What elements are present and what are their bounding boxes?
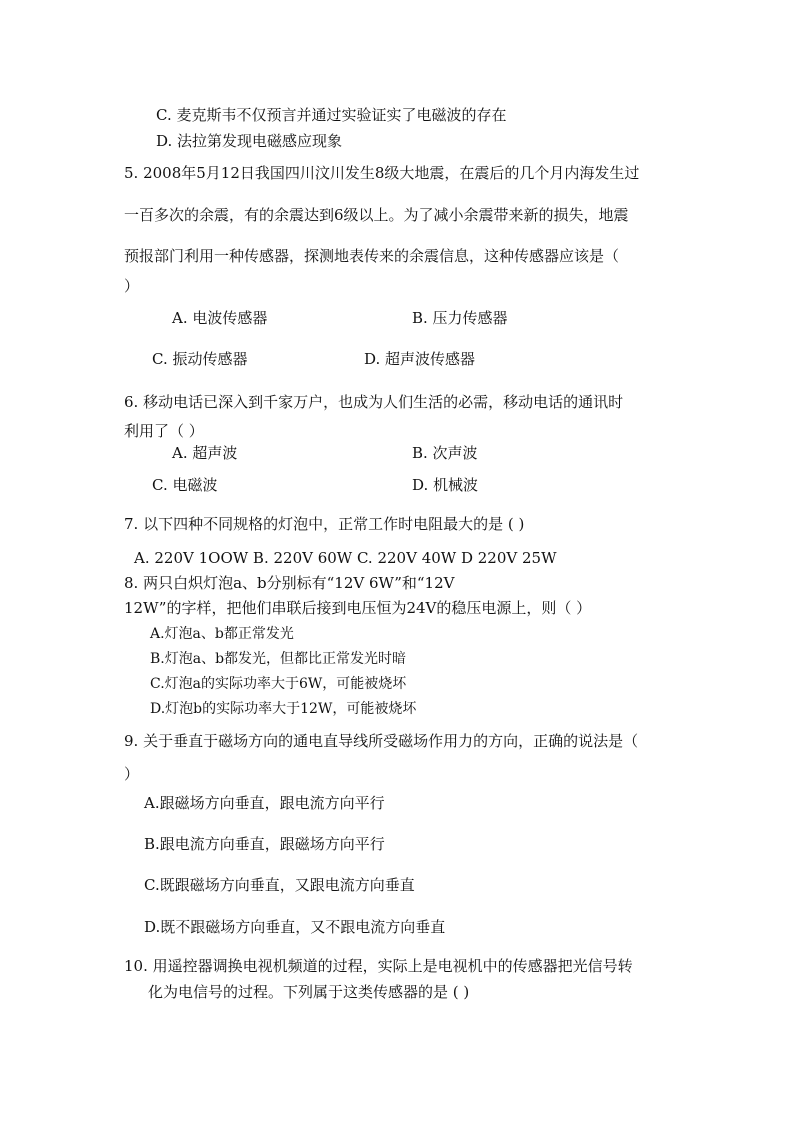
q9-option-c: C.既跟磁场方向垂直，又跟电流方向垂直	[144, 876, 415, 894]
q8-stem-line2: 12W”的字样，把他们串联后接到电压恒为24V的稳压电源上，则（ ）	[124, 599, 592, 617]
q5-stem-line1: 5. 2008年5月12日我国四川汶川发生8级大地震，在震后的几个月内海发生过	[124, 164, 640, 182]
q8-option-a: A.灯泡a、b都正常发光	[150, 626, 294, 642]
q6-option-c: C. 电磁波	[152, 476, 218, 494]
q7-stem: 7. 以下四种不同规格的灯泡中，正常工作时电阻最大的是 ( )	[124, 515, 525, 533]
q8-option-d: D.灯泡b的实际功率大于12W，可能被烧坏	[150, 701, 417, 717]
q5-option-c: C. 振动传感器	[152, 350, 248, 368]
q9-option-a: A.跟磁场方向垂直，跟电流方向平行	[144, 794, 385, 812]
q5-stem-line3: 预报部门利用一种传感器，探测地表传来的余震信息，这种传感器应该是（	[124, 247, 620, 265]
q8-stem-line1: 8. 两只白炽灯泡a、b分别标有“12V 6W”和“12V	[124, 574, 455, 592]
q5-option-b: B. 压力传感器	[412, 309, 508, 327]
q6-option-d: D. 机械波	[412, 476, 479, 494]
q7-options: A. 220V 1OOW B. 220V 60W C. 220V 40W D 220V 25W	[134, 549, 557, 567]
q8-option-c: C.灯泡a的实际功率大于6W，可能被烧坏	[150, 676, 407, 692]
q5-option-d: D. 超声波传感器	[364, 350, 476, 368]
q10-stem-line2: 化为电信号的过程。下列属于这类传感器的是 ( )	[148, 983, 470, 1001]
q6-option-b: B. 次声波	[412, 444, 478, 462]
q4-option-c: C. 麦克斯韦不仅预言并通过实验证实了电磁波的存在	[156, 106, 507, 124]
q9-option-b: B.跟电流方向垂直，跟磁场方向平行	[144, 835, 385, 853]
q6-stem-line2: 利用了（ ）	[124, 422, 204, 440]
q9-stem-line2: ）	[124, 765, 140, 783]
q5-stem-line2: 一百多次的余震，有的余震达到6级以上。为了减小余震带来新的损失，地震	[124, 206, 629, 224]
q8-option-b: B.灯泡a、b都发光，但都比正常发光时暗	[150, 651, 407, 667]
q9-option-d: D.既不跟磁场方向垂直，又不跟电流方向垂直	[144, 918, 446, 936]
q4-option-d: D. 法拉第发现电磁感应现象	[156, 132, 343, 150]
q9-stem-line1: 9. 关于垂直于磁场方向的通电直导线所受磁场作用力的方向，正确的说法是（	[124, 732, 639, 750]
q10-stem-line1: 10. 用遥控器调换电视机频道的过程，实际上是电视机中的传感器把光信号转	[124, 957, 633, 975]
q5-option-a: A. 电波传感器	[172, 309, 268, 327]
q6-option-a: A. 超声波	[172, 444, 238, 462]
q5-stem-line4: ）	[124, 277, 140, 295]
q6-stem-line1: 6. 移动电话已深入到千家万户，也成为人们生活的必需，移动电话的通讯时	[124, 393, 624, 411]
